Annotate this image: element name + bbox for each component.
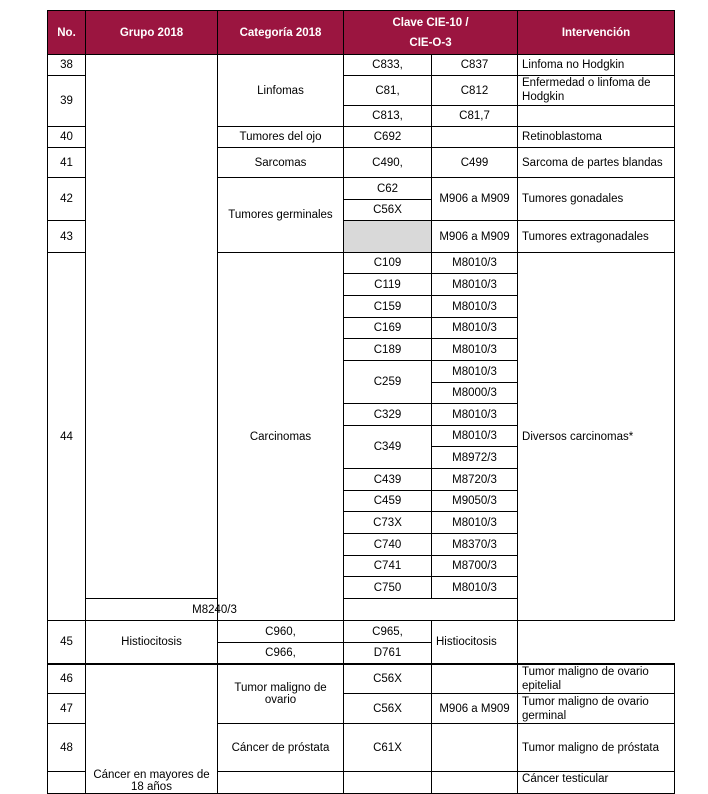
intervention-cell: Sarcoma de partes blandas xyxy=(518,148,675,178)
category-cell: Histiocitosis xyxy=(86,621,218,664)
category-cell: Cáncer de próstata xyxy=(218,724,344,772)
code-cell: C81,7 xyxy=(432,106,518,127)
header-grupo: Grupo 2018 xyxy=(86,11,218,55)
code-cell: C159 xyxy=(344,296,432,318)
code-cell xyxy=(432,772,518,794)
code-cell: M8010/3 xyxy=(432,339,518,361)
row-number: 41 xyxy=(48,148,86,178)
intervention-cell: Linfoma no Hodgkin xyxy=(518,55,675,76)
code-cell: C750 xyxy=(344,577,432,599)
code-cell: D761 xyxy=(344,643,432,664)
code-cell: C439 xyxy=(344,469,432,491)
header-clave-line1: Clave CIE-10 / xyxy=(392,16,469,29)
code-cell: C189 xyxy=(344,339,432,361)
row-number: 38 xyxy=(48,55,86,76)
category-cell: Tumor maligno de ovario xyxy=(218,664,344,724)
code-cell: M8010/3 xyxy=(432,253,518,274)
row-number: 46 xyxy=(48,664,86,694)
code-cell: C740 xyxy=(344,534,432,556)
code-cell: C490, xyxy=(344,148,432,178)
header-clave xyxy=(344,11,518,55)
cancer-table xyxy=(47,10,675,794)
category-cell xyxy=(218,772,344,794)
intervention-cell: Tumor maligno de próstata xyxy=(518,724,675,772)
code-cell: M8010/3 xyxy=(432,426,518,447)
code-cell: C837 xyxy=(432,55,518,76)
code-cell: C61X xyxy=(344,724,432,772)
code-cell: C56X xyxy=(344,664,432,694)
code-cell: C62 xyxy=(344,178,432,200)
table-header-row xyxy=(48,11,675,55)
group-cell xyxy=(86,55,218,599)
code-cell: C812 xyxy=(432,76,518,106)
intervention-cell: Tumores gonadales xyxy=(518,178,675,221)
code-cell: M8010/3 xyxy=(432,318,518,339)
code-cell: C349 xyxy=(344,426,432,469)
intervention-cell: Histiocitosis xyxy=(432,621,518,664)
code-cell: M906 a M909 xyxy=(432,694,518,724)
empty-cell xyxy=(518,106,675,127)
row-number: 47 xyxy=(48,694,86,724)
row-number xyxy=(48,772,86,794)
intervention-cell: Cáncer testicular xyxy=(518,772,675,794)
table-row xyxy=(48,664,675,694)
code-cell: C459 xyxy=(344,491,432,512)
code-cell: C56X xyxy=(344,694,432,724)
row-number: 48 xyxy=(48,724,86,772)
code-cell: M906 a M909 xyxy=(432,221,518,253)
code-cell: M8010/3 xyxy=(432,274,518,296)
code-cell: M8240/3 xyxy=(86,599,344,621)
code-cell: C259 xyxy=(344,361,432,404)
category-cell: Tumores germinales xyxy=(218,178,344,253)
empty-cell xyxy=(432,127,518,148)
code-cell: M8720/3 xyxy=(432,469,518,491)
code-cell: C965, xyxy=(344,621,432,643)
category-cell: Sarcomas xyxy=(218,148,344,178)
code-cell: C741 xyxy=(344,556,432,577)
category-cell: Tumores del ojo xyxy=(218,127,344,148)
code-cell: C833, xyxy=(344,55,432,76)
code-cell: C56X xyxy=(344,200,432,221)
code-cell: M8000/3 xyxy=(432,383,518,404)
intervention-cell: Tumor maligno de ovario germinal xyxy=(518,694,675,724)
code-cell: M8010/3 xyxy=(432,296,518,318)
header-no: No. xyxy=(48,11,86,55)
code-cell: C169 xyxy=(344,318,432,339)
intervention-cell: Retinoblastoma xyxy=(518,127,675,148)
category-cell: Carcinomas xyxy=(218,253,344,621)
code-cell: C966, xyxy=(218,643,344,664)
code-cell: C960, xyxy=(218,621,344,643)
code-cell: M8010/3 xyxy=(432,361,518,383)
empty-cell xyxy=(432,664,518,694)
code-cell: M8010/3 xyxy=(432,404,518,426)
code-cell: C73X xyxy=(344,512,432,534)
table-row xyxy=(48,55,675,76)
document-page xyxy=(47,10,675,794)
group-cell: Cáncer en mayores de 18 años xyxy=(86,664,218,794)
header-categoria: Categoría 2018 xyxy=(218,11,344,55)
code-cell: C499 xyxy=(432,148,518,178)
code-cell: C81, xyxy=(344,76,432,106)
code-cell xyxy=(344,772,432,794)
row-number: 40 xyxy=(48,127,86,148)
intervention-cell: Diversos carcinomas* xyxy=(518,253,675,621)
code-cell: C119 xyxy=(344,274,432,296)
header-clave-line2: CIE-O-3 xyxy=(409,36,452,49)
code-cell: M9050/3 xyxy=(432,491,518,512)
code-cell: M8370/3 xyxy=(432,534,518,556)
code-cell: M8972/3 xyxy=(432,447,518,469)
code-cell: M8010/3 xyxy=(432,577,518,599)
gray-empty-cell xyxy=(344,221,432,253)
code-cell: C813, xyxy=(344,106,432,127)
row-number: 39 xyxy=(48,76,86,127)
code-cell: M906 a M909 xyxy=(432,178,518,221)
code-cell: M8700/3 xyxy=(432,556,518,577)
header-intervencion: Intervención xyxy=(518,11,675,55)
code-cell: C329 xyxy=(344,404,432,426)
table-row xyxy=(48,621,675,643)
intervention-cell: Tumores extragonadales xyxy=(518,221,675,253)
category-cell: Linfomas xyxy=(218,55,344,127)
row-number: 45 xyxy=(48,621,86,664)
code-cell: M8010/3 xyxy=(432,512,518,534)
code-cell: C109 xyxy=(344,253,432,274)
row-number: 43 xyxy=(48,221,86,253)
intervention-cell: Enfermedad o linfoma de Hodgkin xyxy=(518,76,675,106)
row-number: 42 xyxy=(48,178,86,221)
code-cell: C692 xyxy=(344,127,432,148)
intervention-cell: Tumor maligno de ovario epitelial xyxy=(518,664,675,694)
row-number: 44 xyxy=(48,253,86,621)
empty-cell xyxy=(432,724,518,772)
